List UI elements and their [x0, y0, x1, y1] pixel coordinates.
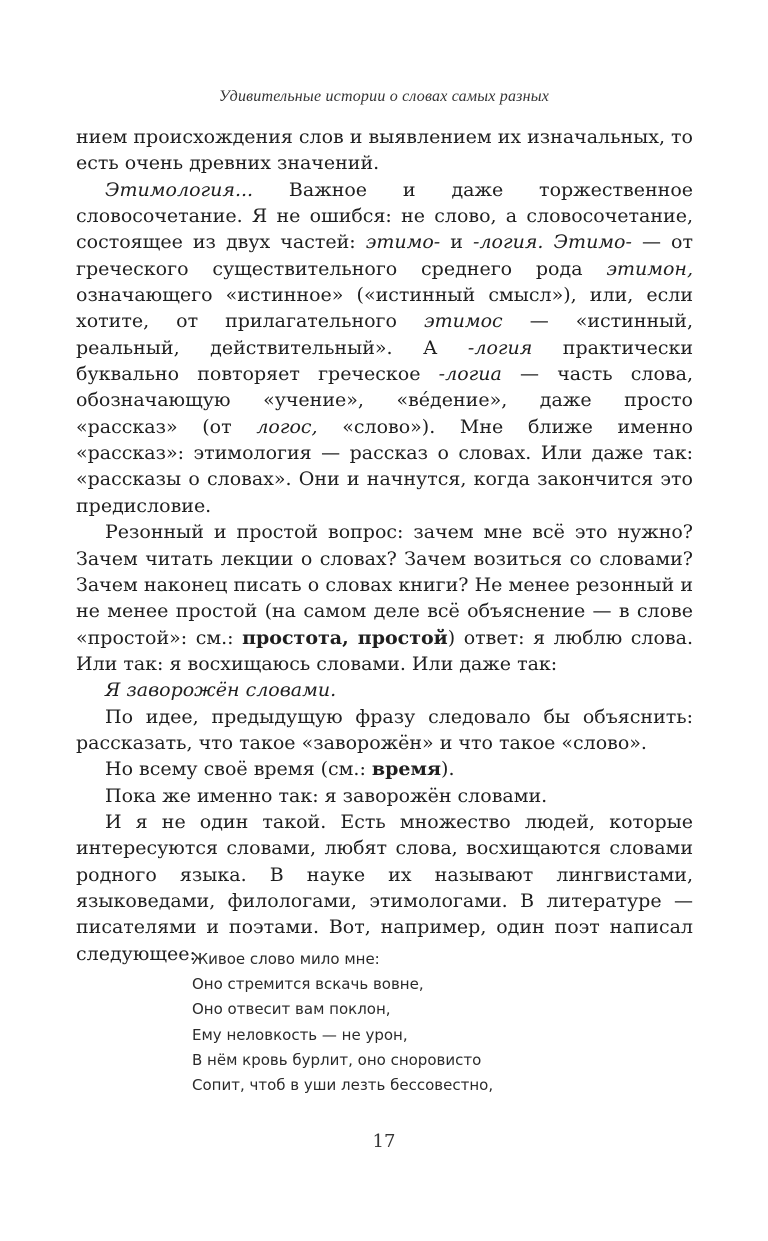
verse-line: Оно стремится вскачь вовне,: [192, 975, 424, 994]
paragraph-6: Но всему своё время (см.: время).: [105, 758, 455, 781]
verse-line: В нём кровь бурлит, оно сноровисто: [192, 1050, 482, 1069]
term-etimos: этимос: [423, 310, 503, 333]
paragraph-4: [76, 677, 693, 703]
verse-line: Живое слово мило мне:: [192, 950, 380, 968]
running-header: Удивительные истории о словах самых разных: [218, 88, 550, 105]
term-logiya-2: -логия: [467, 336, 533, 359]
verse-block: [192, 947, 612, 1098]
term-etimo-2: Этимо-: [553, 231, 632, 254]
cross-reference-prostota: простота, простой: [242, 626, 448, 649]
verse-line: Сопит, чтоб в уши лезть бессовестно,: [192, 1076, 494, 1095]
page-number: 17: [372, 1131, 396, 1152]
term-etimo: этимо-: [365, 231, 441, 254]
term-etymology: Этимология...: [105, 178, 254, 201]
paragraph-3: Резонный и простой вопрос: зачем мне всё это нужно? Зачем читать лекции о словах? Зачем возиться со словами? Зачем наконец писать о словах книги? Не менее резонный и не менее простой (на самом деле всё объяснение — в слове «простой»: см.: простота, простой) ответ: я люблю слова. Или так: я восхищаюсь словами. Или даже так:: [76, 521, 693, 675]
paragraph-8: И я не один такой. Есть множество людей, которые интересуются словами, любят слова, восхищаются словами родного языка. В науке их называют лингвистами, языковедами, филологами, этимологами. В литературе — писателями и поэтами. Вот, например, один поэт написал следующее:: [76, 810, 693, 965]
verse-line: Оно отвесит вам поклон,: [192, 1000, 391, 1019]
paragraph-7: Пока же именно так: я заворожён словами.: [105, 784, 548, 807]
term-logos: логос,: [256, 415, 318, 438]
term-logiya: -логия.: [473, 231, 544, 254]
term-logia: -логиа: [438, 363, 502, 386]
italic-statement: Я заворожён словами.: [105, 679, 337, 702]
body-text: [76, 124, 693, 967]
paragraph-5: По идее, предыдущую фразу следовало бы объяснить: рассказать, что такое «заворожён» и что такое «слово».: [76, 705, 693, 754]
verse-line: Ему неловкость — не урон,: [192, 1025, 408, 1044]
paragraph-1: нием происхождения слов и выявлением их изначальных, то есть очень древних значений.: [76, 126, 693, 175]
paragraph-2: Этимология... Важное и даже торжественное словосочетание. Я не ошибся: не слово, а словосочетание, состоящее из двух частей: этимо- и -логия. Этимо- — от греческого существительного среднего рода этимон, означающего «истинное» («истинный смысл»), или, если хотите, от прилагательного этимос — «истинный, реальный, действительный». А -логия практически буквально повторяет греческое -логиа — часть слова, обозначающую «учение», «ве́дение», даже просто «рассказ» (от логос, «слово»). Мне ближе именно «рассказ»: этимология — рассказ о словах. Или даже так: «рассказы о словах». Они и начнутся, когда закончится это предисловие.: [76, 178, 693, 517]
cross-reference-vremya: время: [371, 758, 442, 781]
term-etimon: этимон,: [606, 257, 693, 280]
